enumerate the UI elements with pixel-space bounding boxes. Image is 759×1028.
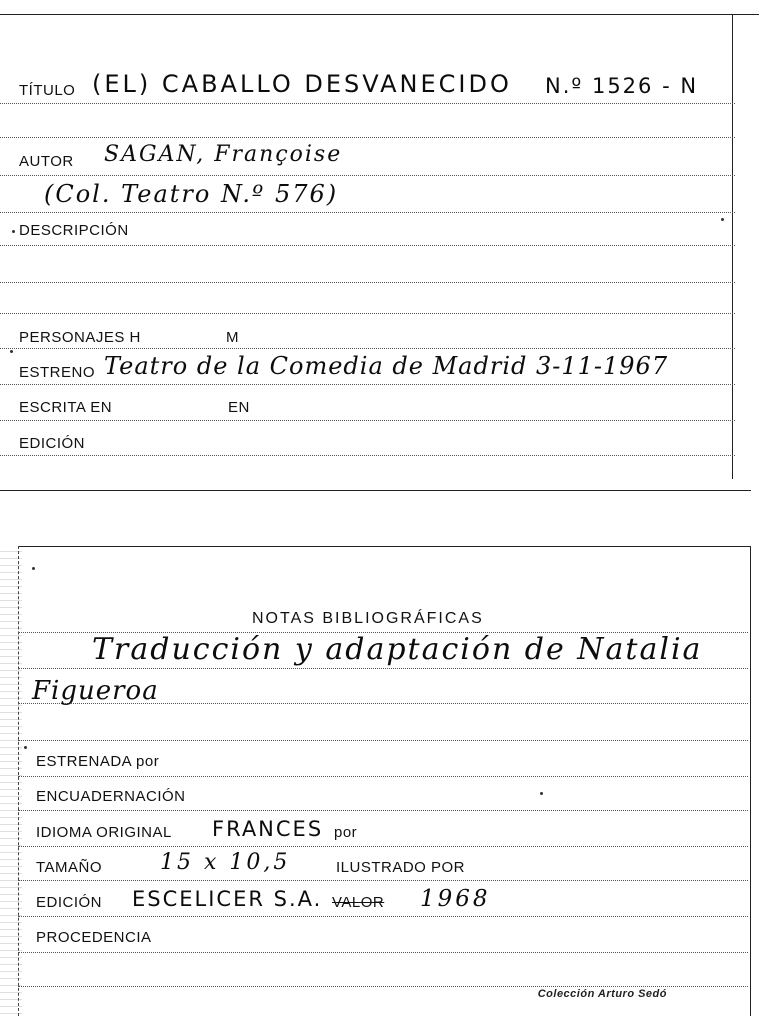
rule bbox=[18, 952, 748, 953]
personajes-m-label: M bbox=[226, 329, 239, 346]
rule bbox=[0, 137, 735, 138]
rule bbox=[18, 986, 748, 987]
estreno-label: ESTRENO bbox=[19, 364, 96, 381]
encuadernacion-label: ENCUADERNACIÓN bbox=[36, 788, 186, 805]
notas-translation-line2: Figueroa bbox=[32, 676, 159, 706]
rule bbox=[0, 313, 735, 314]
scan-speck bbox=[32, 567, 35, 570]
autor-value: SAGAN, Françoise bbox=[104, 142, 343, 167]
card-right-edge bbox=[732, 14, 733, 479]
rule bbox=[18, 776, 748, 777]
escrita-en-en-label: EN bbox=[228, 399, 250, 416]
scan-speck bbox=[10, 350, 13, 353]
catalog-number: N.º 1526 - N bbox=[545, 74, 699, 98]
card-left-edge bbox=[18, 546, 19, 1016]
rule bbox=[0, 245, 735, 246]
rule bbox=[0, 282, 735, 283]
tamano-value: 15 x 10,5 bbox=[160, 850, 291, 875]
titulo-label: TÍTULO bbox=[19, 82, 76, 99]
ilustrado-label: ILUSTRADO POR bbox=[336, 859, 466, 876]
rule bbox=[18, 810, 748, 811]
card-top-edge bbox=[0, 14, 759, 15]
estreno-value: Teatro de la Comedia de Madrid 3-11-1967 bbox=[104, 352, 669, 380]
rule bbox=[18, 740, 748, 741]
procedencia-label: PROCEDENCIA bbox=[36, 929, 152, 946]
idioma-label: IDIOMA ORIGINAL bbox=[36, 824, 172, 841]
catalog-card-main bbox=[0, 0, 759, 495]
rule bbox=[0, 384, 735, 385]
rule bbox=[0, 175, 735, 176]
idioma-por-label: por bbox=[334, 824, 358, 841]
idioma-value: FRANCES bbox=[212, 817, 324, 841]
rule bbox=[18, 668, 748, 669]
card-bottom-edge bbox=[0, 490, 751, 491]
rule bbox=[18, 880, 748, 881]
personajes-label: PERSONAJES H bbox=[19, 329, 141, 346]
notas-translation-line1: Traducción y adaptación de Natalia bbox=[92, 632, 703, 667]
autor-label: AUTOR bbox=[19, 153, 74, 170]
edicion2-year: 1968 bbox=[420, 886, 491, 912]
rule bbox=[0, 455, 735, 456]
scan-speck bbox=[24, 746, 27, 749]
rule bbox=[0, 348, 735, 349]
rule bbox=[18, 916, 748, 917]
rule bbox=[0, 103, 735, 104]
scan-speck bbox=[540, 792, 543, 795]
descripcion-label: DESCRIPCIÓN bbox=[19, 222, 129, 239]
card-top-edge bbox=[18, 546, 751, 547]
scan-speck bbox=[721, 218, 724, 221]
valor-label: VALOR bbox=[332, 894, 385, 911]
collection-credit: Colección Arturo Sedó bbox=[537, 988, 667, 1000]
rule bbox=[0, 420, 735, 421]
autor-collection: (Col. Teatro N.º 576) bbox=[44, 180, 339, 208]
scan-speck bbox=[12, 230, 15, 233]
rule bbox=[0, 212, 735, 213]
titulo-value: (EL) CABALLO DESVANECIDO bbox=[92, 70, 512, 98]
tamano-label: TAMAÑO bbox=[36, 859, 103, 876]
escrita-en-label: ESCRITA EN bbox=[19, 399, 113, 416]
notas-title: NOTAS BIBLIOGRÁFICAS bbox=[252, 610, 484, 627]
edicion2-value: ESCELICER S.A. bbox=[132, 887, 323, 911]
edicion2-label: EDICIÓN bbox=[36, 894, 103, 911]
edicion-label: EDICIÓN bbox=[19, 435, 86, 452]
estrenada-label: ESTRENADA por bbox=[36, 753, 160, 770]
rule bbox=[18, 846, 748, 847]
card-right-edge bbox=[750, 546, 751, 1016]
